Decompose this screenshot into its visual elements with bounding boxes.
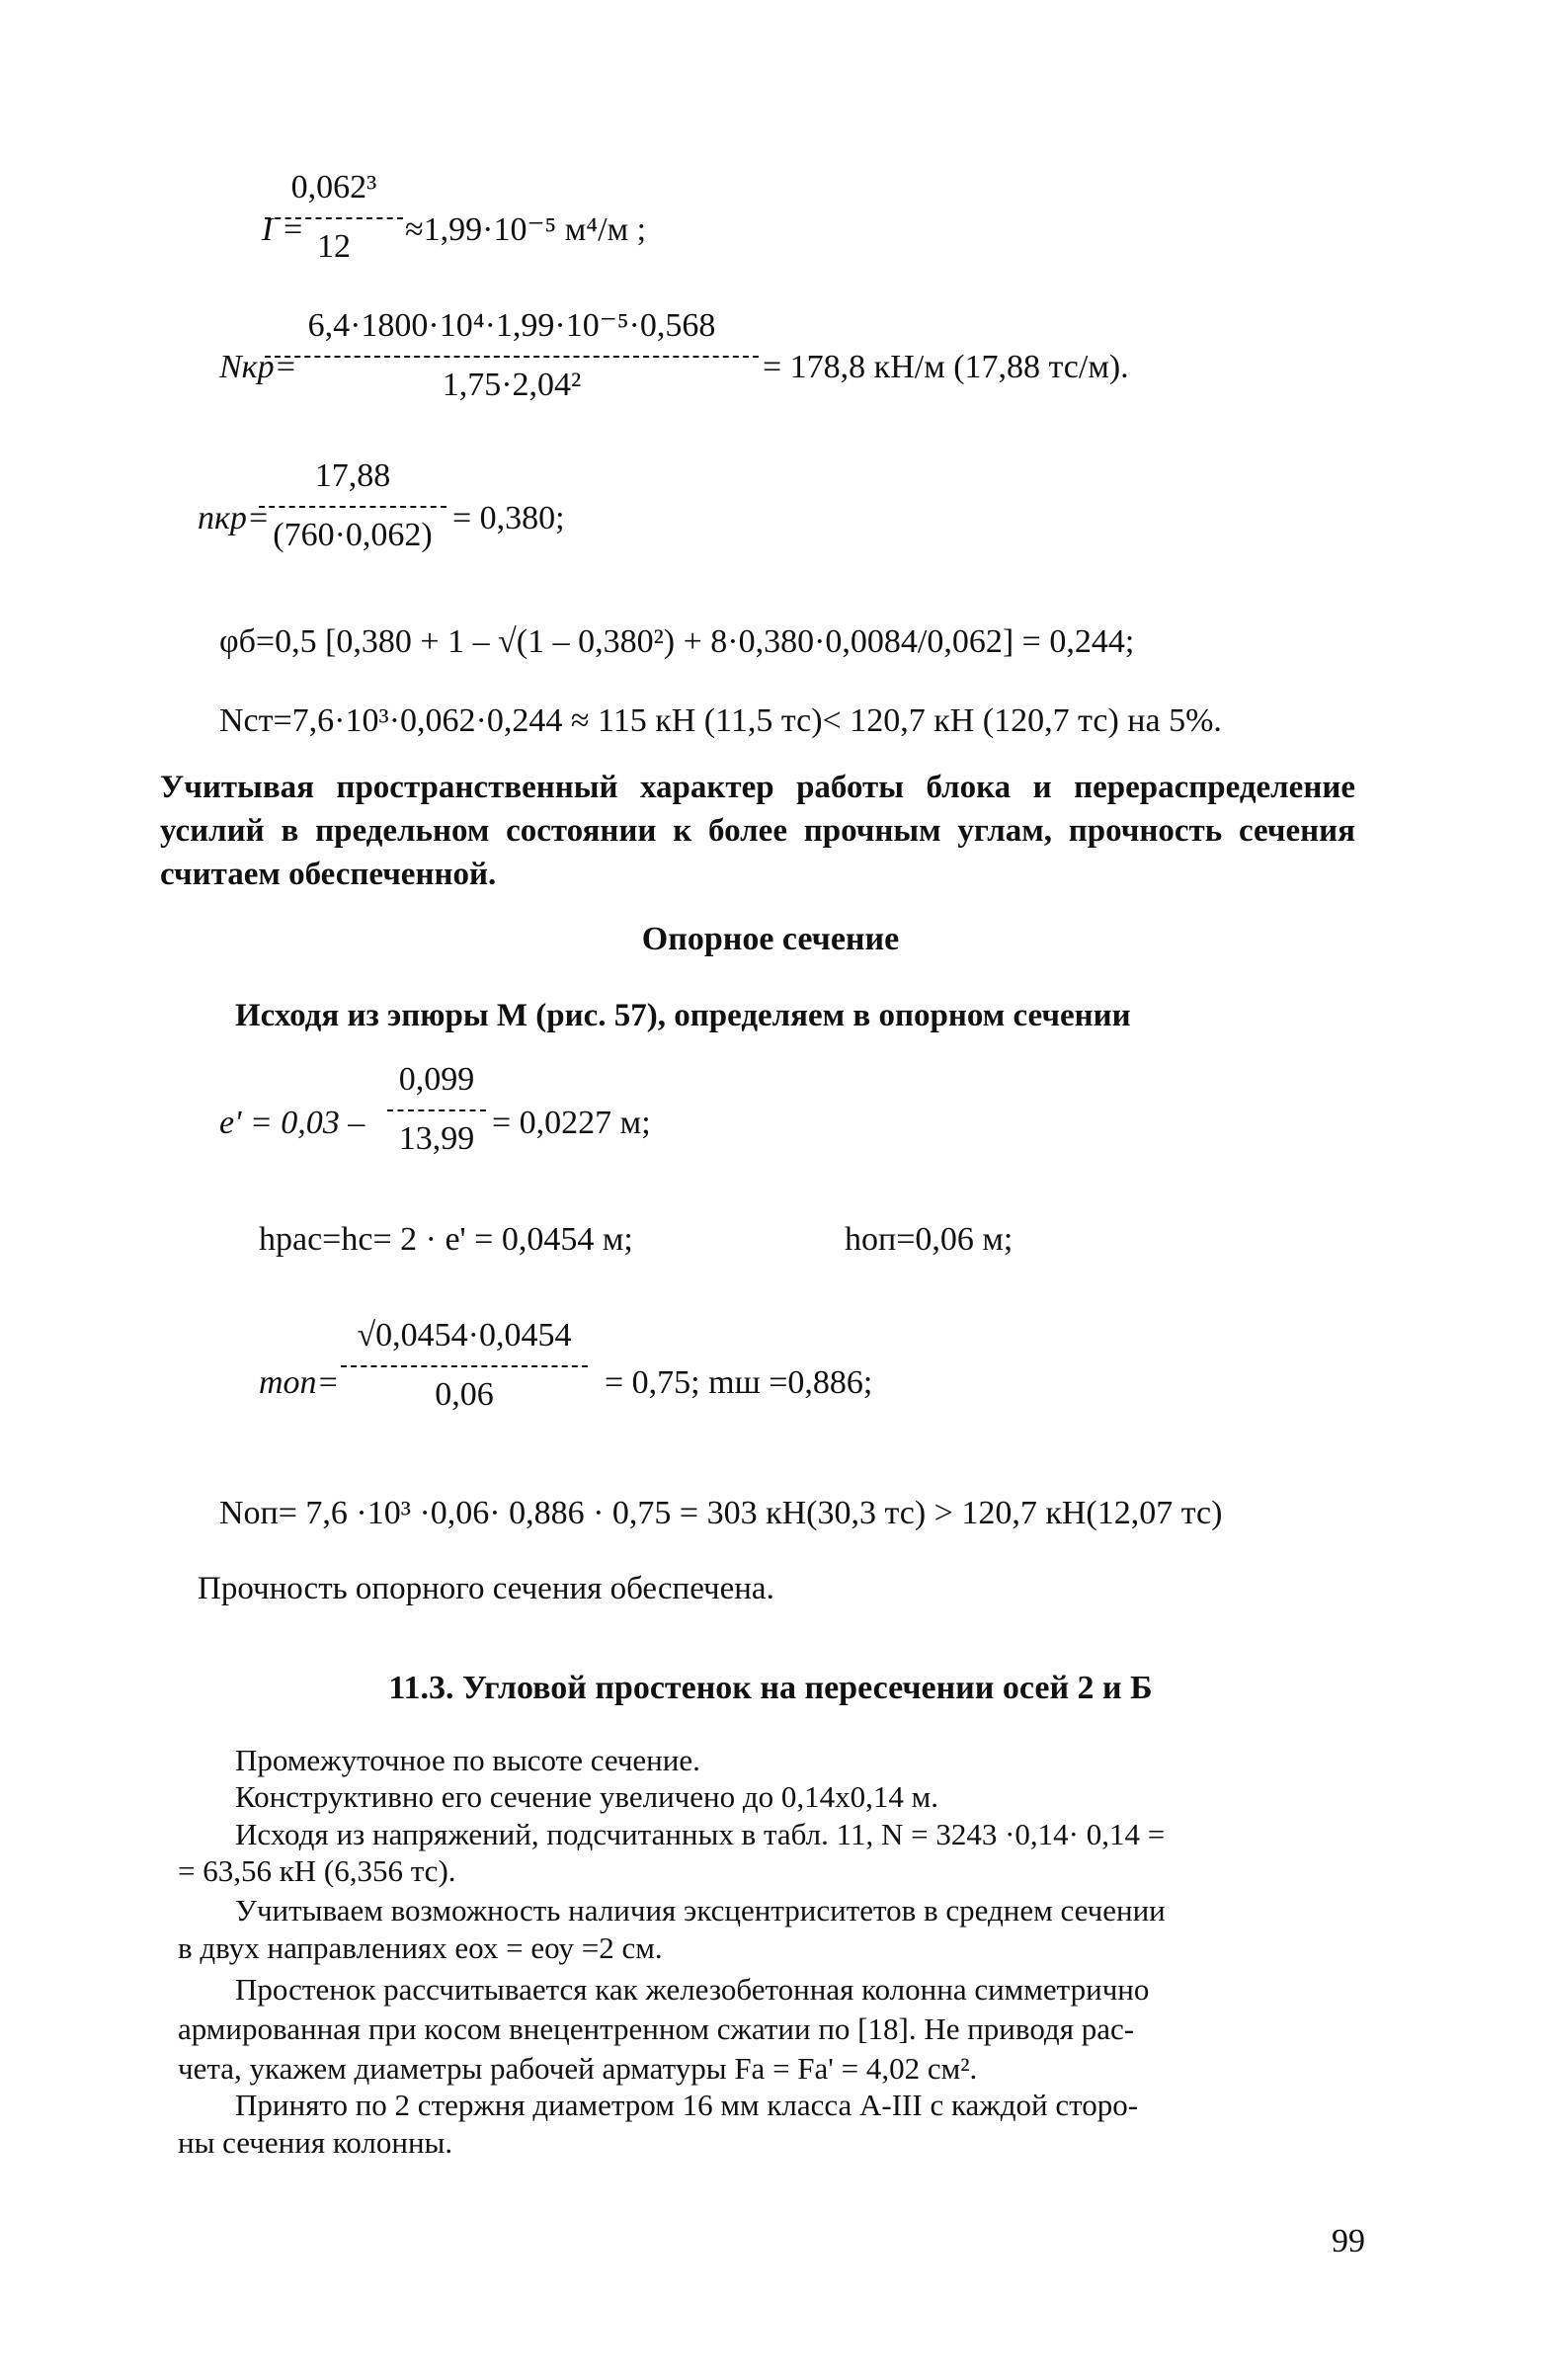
formula-m-lhs: mоп= <box>259 1364 340 1401</box>
formula-h-ras: hрас=hc= 2 · e' = 0,0454 м; <box>259 1221 633 1258</box>
formula-nop: Nоп= 7,6 ·10³ ·0,06· 0,886 · 0,75 = 303 кН(30,3 тс) > 120,7 кН(12,07 тс) <box>219 1495 1223 1531</box>
formula-nkr-lhs: Nкр= <box>219 349 297 385</box>
formula-i-numerator: 0,062³ <box>290 169 377 205</box>
paragraph-pier-line2: армированная при косом внецентренном сжатии по [18]. Не приводя рас- <box>178 2011 1135 2046</box>
formula-nkr2-lhs: nкр= <box>198 500 270 536</box>
heading-corner-pier: 11.3. Угловой простенок на пересечении осей 2 и Б <box>388 1670 1153 1706</box>
formula-nst: Nст=7,6·10³·0,062·0,244 ≈ 115 кН (11,5 тс)< 120,7 кН (120,7 тс) на 5%. <box>219 702 1222 739</box>
formula-m-fraction <box>341 1316 588 1415</box>
formula-i-fraction <box>265 168 403 267</box>
formula-m-rhs: = 0,75; mш =0,886; <box>605 1364 873 1401</box>
formula-nkr-numerator: 6,4·1800·10⁴·1,99·10⁻⁵·0,568 <box>307 307 716 344</box>
formula-nkr2-denominator: (760·0,062) <box>273 517 433 553</box>
formula-i-rhs: ≈1,99·10⁻⁵ м⁴/м ; <box>405 211 647 248</box>
paragraph-rebar-line2: ны сечения колонны. <box>178 2125 453 2160</box>
paragraph-moment-diagram: Исходя из эпюры М (рис. 57), определяем в опорном сечении <box>235 998 1131 1033</box>
formula-nkr2-rhs: = 0,380; <box>452 500 565 536</box>
paragraph-constructive: Конструктивно его сечение увеличено до 0,14х0,14 м. <box>235 1779 938 1814</box>
formula-m-denominator: 0,06 <box>435 1376 494 1413</box>
paragraph-eccentric-line1: Учитываем возможность наличия эксцентриситетов в среднем сечении <box>235 1893 1166 1928</box>
paragraph-stress-line1: Исходя из напряжений, подсчитанных в табл. 11, N = 3243 ·0,14· 0,14 = <box>235 1817 1166 1851</box>
formula-e-rhs: = 0,0227 м; <box>492 1105 651 1141</box>
heading-support-section: Опорное сечение <box>641 921 900 957</box>
paragraph-stress-line2: = 63,56 кН (6,356 тс). <box>178 1853 456 1888</box>
formula-nkr-denominator: 1,75·2,04² <box>442 367 582 403</box>
formula-nkr2-numerator: 17,88 <box>314 457 391 494</box>
paragraph-rebar-line1: Принято по 2 стержня диаметром 16 мм класса A-III с каждой сторо- <box>235 2088 1139 2122</box>
formula-e-numerator: 0,099 <box>398 1061 475 1098</box>
paragraph-intermediate: Промежуточное по высоте сечение. <box>235 1743 700 1777</box>
formula-nkr2-fraction <box>259 456 446 555</box>
page-number: 99 <box>1332 2223 1365 2259</box>
formula-m-numerator: √0,0454·0,0454 <box>357 1317 572 1354</box>
formula-e-lhs: e' = 0,03 – <box>219 1105 365 1141</box>
formula-i-denominator: 12 <box>317 228 351 265</box>
formula-nkr-fraction <box>265 306 759 405</box>
formula-nkr-rhs: = 178,8 кН/м (17,88 тс/м). <box>763 349 1129 385</box>
paragraph-spatial-work: Учитывая пространственный характер работы блока и перераспределение усилий в предельном состоянии к более прочным углам, прочность сечения считаем обеспеченной. <box>160 770 1355 892</box>
paragraph-pier-line3: чета, укажем диаметры рабочей арматуры Fa = Fa' = 4,02 см². <box>178 2051 978 2086</box>
formula-h-op: hоп=0,06 м; <box>845 1221 1014 1258</box>
formula-e-fraction <box>387 1060 486 1159</box>
formula-e-denominator: 13,99 <box>398 1120 475 1157</box>
paragraph-support-ok: Прочность опорного сечения обеспечена. <box>198 1571 774 1606</box>
paragraph-pier-line1: Простенок рассчитывается как железобетонная колонна симметрично <box>235 1972 1150 2007</box>
paragraph-eccentric-line2: в двух направлениях eох = eоу =2 см. <box>178 1930 663 1965</box>
formula-phi: φб=0,5 [0,380 + 1 – √(1 – 0,380²) + 8·0,380·0,0084/0,062] = 0,244; <box>219 623 1135 660</box>
formula-i-lhs: I = <box>262 211 304 248</box>
